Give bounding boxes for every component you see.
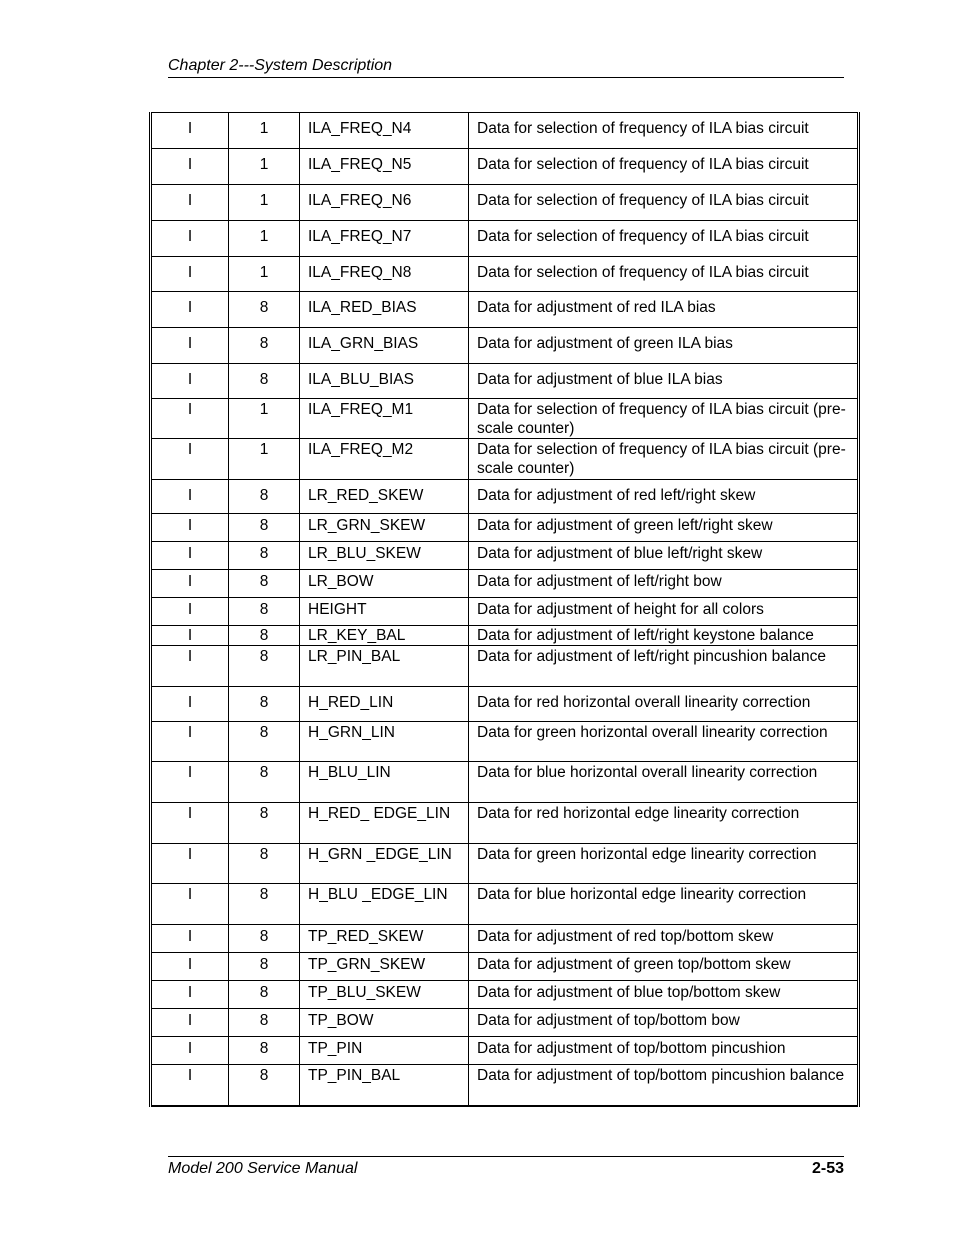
row-signal-name: ILA_FREQ_N6 <box>300 185 469 221</box>
row-bit-count: 8 <box>229 514 300 542</box>
table-row <box>151 1065 859 1106</box>
row-direction: I <box>151 626 229 646</box>
row-bit-count: 8 <box>229 480 300 514</box>
row-description: Data for adjustment of red left/right skew <box>469 480 859 514</box>
row-bit-count: 8 <box>229 1037 300 1065</box>
row-bit-count: 8 <box>229 1009 300 1037</box>
row-bit-count: 8 <box>229 687 300 722</box>
row-direction: I <box>151 514 229 542</box>
row-bit-count: 1 <box>229 257 300 292</box>
row-signal-name: TP_PIN_BAL <box>300 1065 469 1106</box>
table-row <box>151 113 859 149</box>
row-signal-name: ILA_FREQ_M2 <box>300 439 469 480</box>
row-signal-name: TP_RED_SKEW <box>300 925 469 953</box>
row-direction: I <box>151 113 229 149</box>
table-row <box>151 803 859 844</box>
table-row <box>151 598 859 626</box>
table-row <box>151 1037 859 1065</box>
row-description: Data for adjustment of red top/bottom skew <box>469 925 859 953</box>
row-signal-name: LR_PIN_BAL <box>300 646 469 687</box>
table-row <box>151 439 859 480</box>
table-row <box>151 480 859 514</box>
row-bit-count: 8 <box>229 953 300 981</box>
row-bit-count: 8 <box>229 925 300 953</box>
row-bit-count: 1 <box>229 113 300 149</box>
page-number: 2-53 <box>811 1160 844 1177</box>
row-bit-count: 8 <box>229 328 300 364</box>
page-header <box>168 57 844 78</box>
table-row <box>151 844 859 884</box>
row-description: Data for adjustment of left/right bow <box>469 570 859 598</box>
table-row <box>151 542 859 570</box>
row-description: Data for selection of frequency of ILA bias circuit <box>469 149 859 185</box>
row-direction: I <box>151 328 229 364</box>
table-row <box>151 762 859 803</box>
table-row <box>151 953 859 981</box>
row-signal-name: ILA_GRN_BIAS <box>300 328 469 364</box>
row-signal-name: H_BLU_LIN <box>300 762 469 803</box>
page-footer <box>168 1156 844 1178</box>
row-direction: I <box>151 570 229 598</box>
signal-table <box>149 112 860 1107</box>
table-row <box>151 257 859 292</box>
row-bit-count: 1 <box>229 149 300 185</box>
row-signal-name: ILA_FREQ_N8 <box>300 257 469 292</box>
row-direction: I <box>151 185 229 221</box>
row-description: Data for red horizontal edge linearity correction <box>469 803 859 844</box>
row-direction: I <box>151 646 229 687</box>
row-direction: I <box>151 1009 229 1037</box>
row-description: Data for adjustment of top/bottom bow <box>469 1009 859 1037</box>
row-signal-name: ILA_FREQ_M1 <box>300 399 469 439</box>
row-direction: I <box>151 953 229 981</box>
row-direction: I <box>151 722 229 762</box>
table-row <box>151 292 859 328</box>
row-direction: I <box>151 399 229 439</box>
row-description: Data for adjustment of blue top/bottom skew <box>469 981 859 1009</box>
row-bit-count: 1 <box>229 185 300 221</box>
row-signal-name: H_RED_ EDGE_LIN <box>300 803 469 844</box>
table-row <box>151 570 859 598</box>
row-direction: I <box>151 598 229 626</box>
row-description: Data for selection of frequency of ILA bias circuit <box>469 185 859 221</box>
row-description: Data for adjustment of top/bottom pincushion <box>469 1037 859 1065</box>
row-description: Data for adjustment of height for all colors <box>469 598 859 626</box>
table-row <box>151 981 859 1009</box>
manual-title: Model 200 Service Manual <box>168 1160 358 1177</box>
row-direction: I <box>151 884 229 925</box>
table-row <box>151 687 859 722</box>
row-description: Data for green horizontal overall linearity correction <box>469 722 859 762</box>
row-signal-name: ILA_RED_BIAS <box>300 292 469 328</box>
row-bit-count: 8 <box>229 981 300 1009</box>
row-signal-name: TP_BLU_SKEW <box>300 981 469 1009</box>
row-description: Data for red horizontal overall linearity correction <box>469 687 859 722</box>
row-bit-count: 8 <box>229 570 300 598</box>
table-row <box>151 925 859 953</box>
table-row <box>151 646 859 687</box>
row-direction: I <box>151 762 229 803</box>
row-signal-name: TP_BOW <box>300 1009 469 1037</box>
row-bit-count: 1 <box>229 221 300 257</box>
row-direction: I <box>151 257 229 292</box>
row-bit-count: 8 <box>229 1065 300 1106</box>
row-signal-name: ILA_BLU_BIAS <box>300 364 469 399</box>
row-bit-count: 8 <box>229 844 300 884</box>
row-signal-name: LR_GRN_SKEW <box>300 514 469 542</box>
row-signal-name: ILA_FREQ_N4 <box>300 113 469 149</box>
row-direction: I <box>151 981 229 1009</box>
row-signal-name: LR_KEY_BAL <box>300 626 469 646</box>
table-row <box>151 185 859 221</box>
table-row <box>151 626 859 646</box>
row-description: Data for adjustment of green top/bottom skew <box>469 953 859 981</box>
row-direction: I <box>151 1065 229 1106</box>
row-direction: I <box>151 292 229 328</box>
row-direction: I <box>151 439 229 480</box>
row-signal-name: ILA_FREQ_N5 <box>300 149 469 185</box>
row-direction: I <box>151 221 229 257</box>
row-description: Data for adjustment of left/right keystone balance <box>469 626 859 646</box>
row-bit-count: 8 <box>229 762 300 803</box>
row-description: Data for green horizontal edge linearity correction <box>469 844 859 884</box>
row-bit-count: 8 <box>229 598 300 626</box>
table-row <box>151 328 859 364</box>
row-description: Data for adjustment of green left/right skew <box>469 514 859 542</box>
row-direction: I <box>151 149 229 185</box>
row-direction: I <box>151 687 229 722</box>
row-bit-count: 8 <box>229 884 300 925</box>
row-description: Data for adjustment of left/right pincushion balance <box>469 646 859 687</box>
row-direction: I <box>151 803 229 844</box>
table-row <box>151 399 859 439</box>
row-signal-name: HEIGHT <box>300 598 469 626</box>
row-bit-count: 8 <box>229 646 300 687</box>
row-signal-name: TP_PIN <box>300 1037 469 1065</box>
row-signal-name: H_RED_LIN <box>300 687 469 722</box>
row-description: Data for adjustment of blue ILA bias <box>469 364 859 399</box>
row-bit-count: 8 <box>229 722 300 762</box>
table-row <box>151 884 859 925</box>
row-bit-count: 8 <box>229 292 300 328</box>
row-description: Data for adjustment of top/bottom pincushion balance <box>469 1065 859 1106</box>
row-bit-count: 8 <box>229 626 300 646</box>
row-bit-count: 1 <box>229 399 300 439</box>
row-description: Data for selection of frequency of ILA bias circuit <box>469 221 859 257</box>
row-direction: I <box>151 364 229 399</box>
row-signal-name: LR_RED_SKEW <box>300 480 469 514</box>
row-direction: I <box>151 844 229 884</box>
row-direction: I <box>151 925 229 953</box>
row-signal-name: LR_BLU_SKEW <box>300 542 469 570</box>
table-row <box>151 1009 859 1037</box>
row-signal-name: H_GRN _EDGE_LIN <box>300 844 469 884</box>
table-row <box>151 221 859 257</box>
row-bit-count: 8 <box>229 542 300 570</box>
row-direction: I <box>151 1037 229 1065</box>
row-description: Data for selection of frequency of ILA bias circuit <box>469 257 859 292</box>
row-description: Data for selection of frequency of ILA bias circuit (pre-scale counter) <box>469 439 859 480</box>
row-description: Data for adjustment of green ILA bias <box>469 328 859 364</box>
row-description: Data for blue horizontal overall linearity correction <box>469 762 859 803</box>
row-description: Data for selection of frequency of ILA bias circuit <box>469 113 859 149</box>
row-description: Data for selection of frequency of ILA bias circuit (pre-scale counter) <box>469 399 859 439</box>
row-signal-name: ILA_FREQ_N7 <box>300 221 469 257</box>
row-signal-name: H_BLU _EDGE_LIN <box>300 884 469 925</box>
table-row <box>151 514 859 542</box>
row-direction: I <box>151 480 229 514</box>
table-row <box>151 149 859 185</box>
table-row <box>151 722 859 762</box>
row-signal-name: LR_BOW <box>300 570 469 598</box>
row-description: Data for blue horizontal edge linearity correction <box>469 884 859 925</box>
table-row <box>151 364 859 399</box>
row-signal-name: H_GRN_LIN <box>300 722 469 762</box>
row-bit-count: 8 <box>229 364 300 399</box>
row-bit-count: 8 <box>229 803 300 844</box>
row-bit-count: 1 <box>229 439 300 480</box>
signal-table-body <box>151 113 859 1106</box>
row-signal-name: TP_GRN_SKEW <box>300 953 469 981</box>
chapter-title: Chapter 2---System Description <box>168 57 393 74</box>
row-description: Data for adjustment of blue left/right skew <box>469 542 859 570</box>
row-direction: I <box>151 542 229 570</box>
row-description: Data for adjustment of red ILA bias <box>469 292 859 328</box>
